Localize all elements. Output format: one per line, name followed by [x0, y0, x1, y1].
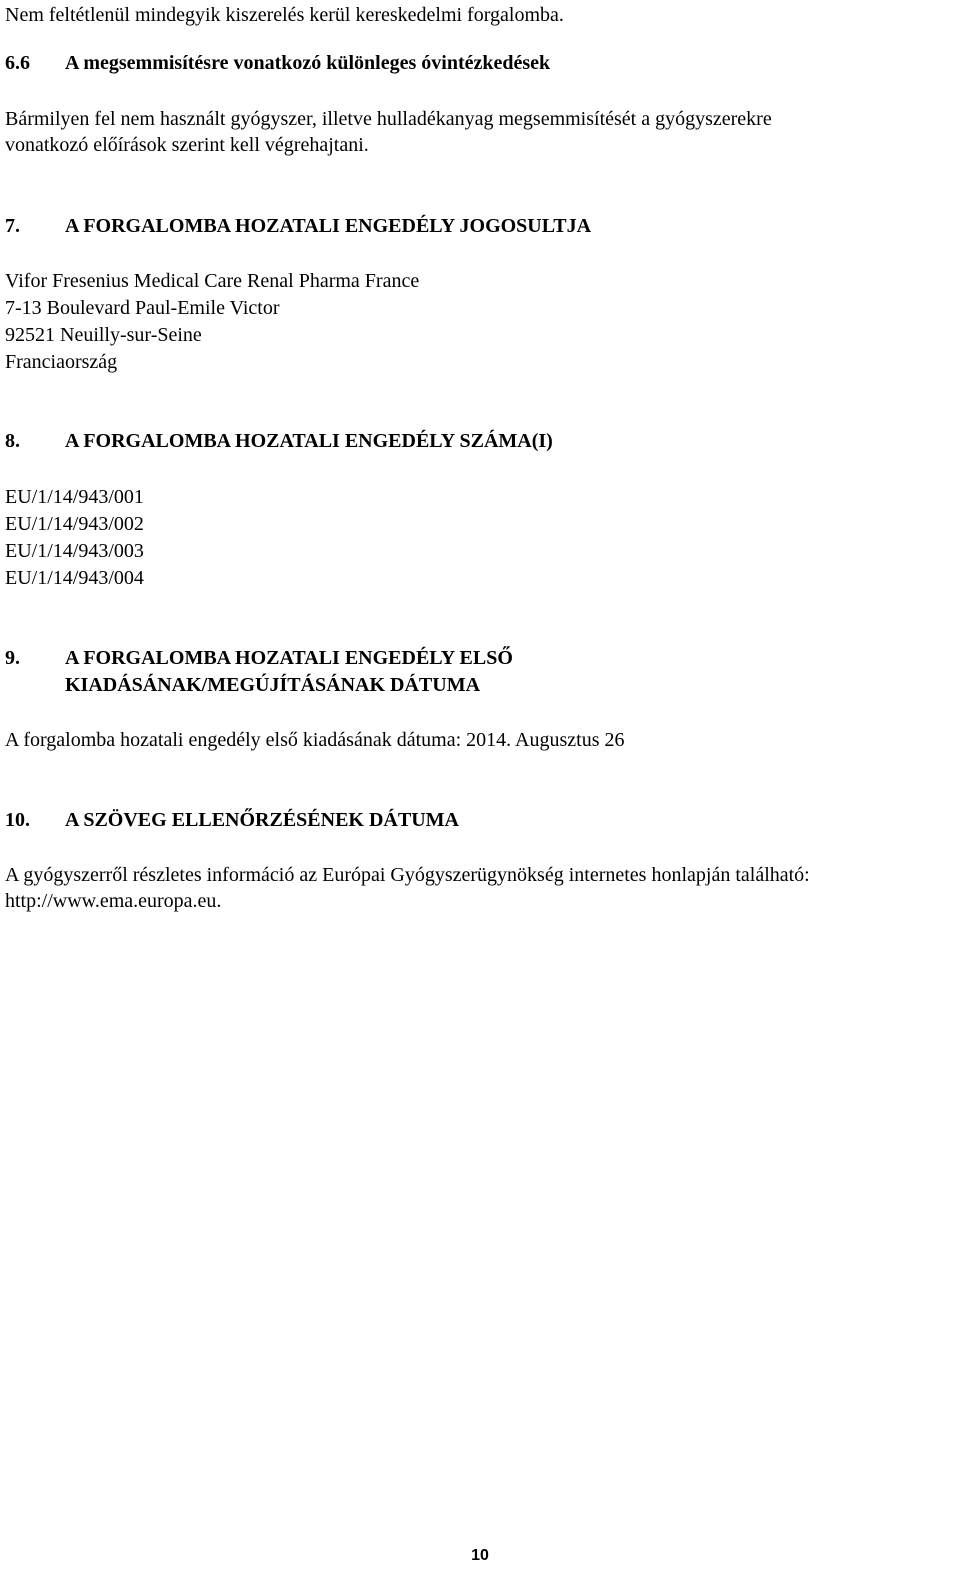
page-number: 10 — [471, 1547, 489, 1564]
section-6-6-title: A megsemmisítésre vonatkozó különleges óvintézkedések — [65, 52, 551, 74]
intro-text: Nem feltétlenül mindegyik kiszerelés kerül kereskedelmi forgalomba. — [5, 4, 564, 26]
section-7-title: A FORGALOMBA HOZATALI ENGEDÉLY JOGOSULTJA — [65, 215, 592, 237]
section-9-heading-cont — [5, 672, 480, 698]
section-7-heading — [5, 213, 591, 239]
section-6-6-body-line1: Bármilyen fel nem használt gyógyszer, illetve hulladékanyag megsemmisítését a gyógyszerekre — [5, 108, 772, 130]
section-9-title-line2: KIADÁSÁNAK/MEGÚJÍTÁSÁNAK DÁTUMA — [65, 674, 481, 696]
section-6-6-number: 6.6 — [5, 52, 30, 74]
section-10-number: 10. — [5, 809, 30, 831]
authorisation-number-1: EU/1/14/943/001 — [5, 486, 144, 508]
section-10-title: A SZÖVEG ELLENŐRZÉSÉNEK DÁTUMA — [65, 809, 459, 831]
section-7-number: 7. — [5, 215, 20, 237]
section-6-6-body-line2: vonatkozó előírások szerint kell végrehajtani. — [5, 134, 369, 156]
authorisation-number-4: EU/1/14/943/004 — [5, 567, 144, 589]
holder-street: 7-13 Boulevard Paul-Emile Victor — [5, 297, 280, 319]
section-9-number: 9. — [5, 647, 20, 669]
authorisation-number-2: EU/1/14/943/002 — [5, 513, 144, 535]
section-10-body-line1: A gyógyszerről részletes információ az Európai Gyógyszerügynökség internetes honlapján található: — [5, 864, 810, 886]
authorisation-number-3: EU/1/14/943/003 — [5, 540, 144, 562]
holder-country: Franciaország — [5, 351, 118, 373]
section-9-body: A forgalomba hozatali engedély első kiadásának dátuma: 2014. Augusztus 26 — [5, 729, 625, 751]
section-6-6-heading — [5, 50, 550, 76]
ema-website-link[interactable]: http://www.ema.europa.eu. — [5, 890, 222, 912]
section-8-title: A FORGALOMBA HOZATALI ENGEDÉLY SZÁMA(I) — [65, 430, 553, 452]
section-8-heading — [5, 428, 553, 454]
section-8-number: 8. — [5, 430, 20, 452]
holder-name: Vifor Fresenius Medical Care Renal Pharma France — [5, 270, 420, 292]
section-9-heading — [5, 645, 513, 671]
section-9-title-line1: A FORGALOMBA HOZATALI ENGEDÉLY ELSŐ — [65, 647, 513, 669]
section-10-heading — [5, 807, 459, 833]
holder-city: 92521 Neuilly-sur-Seine — [5, 324, 202, 346]
